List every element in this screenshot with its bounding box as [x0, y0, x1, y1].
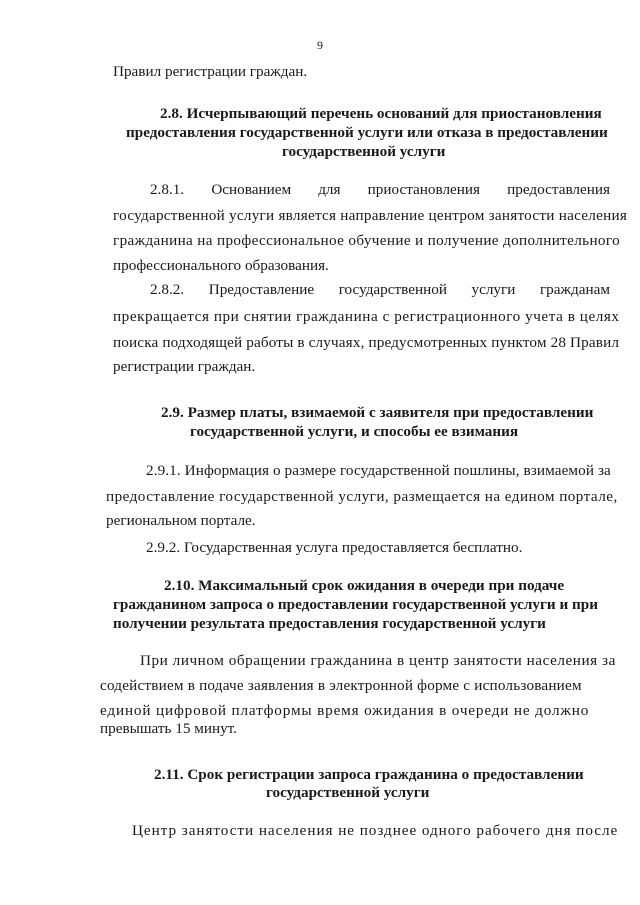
section-2-8-p2-first-line — [150, 281, 610, 299]
section-2-9-heading-line-2: государственной услуги, и способы ее взимания — [190, 423, 519, 440]
section-2-8-heading-line-1: 2.8. Исчерпывающий перечень оснований для приостановления — [160, 105, 602, 122]
section-2-10-heading-line-2: гражданином запроса о предоставлении государственной услуги и при — [113, 596, 598, 613]
word: 2.8.2. — [150, 281, 185, 298]
word: гражданам — [539, 281, 610, 298]
paragraph-line: регистрации граждан. — [113, 358, 256, 375]
paragraph-line: содействием в подаче заявления в электронной форме с использованием — [100, 677, 582, 694]
paragraph-line: прекращается при снятии гражданина с регистрационного учета в целях — [113, 308, 620, 325]
section-2-9-heading-line-1: 2.9. Размер платы, взимаемой с заявителя при предоставлении — [161, 404, 594, 421]
paragraph-line: При личном обращении гражданина в центр занятости населения за — [140, 652, 616, 669]
paragraph-line: гражданина на профессиональное обучение и получение дополнительного — [113, 232, 621, 249]
word: услуги — [471, 281, 516, 298]
paragraph-line: поиска подходящей работы в случаях, предусмотренных пунктом 28 Правил — [113, 334, 620, 351]
intro-tail-line: Правил регистрации граждан. — [113, 63, 308, 80]
section-2-11-heading-line-1: 2.11. Срок регистрации запроса гражданина о предоставлении — [154, 766, 584, 783]
paragraph-line: государственной услуги является направление центром занятости населения — [113, 207, 628, 224]
paragraph-line: предоставление государственной услуги, размещается на едином портале, — [106, 488, 618, 505]
section-2-10-heading-line-3: получении результата предоставления государственной услуги — [113, 615, 546, 632]
page-number: 9 — [317, 38, 323, 52]
section-2-8-heading-line-2: предоставления государственной услуги или отказа в предоставлении — [126, 124, 608, 141]
paragraph-line: 2.9.1. Информация о размере государственной пошлины, взимаемой за — [146, 462, 611, 479]
word: 2.8.1. — [150, 181, 185, 198]
word: предоставления — [507, 181, 610, 198]
section-2-9-p2: 2.9.2. Государственная услуга предоставляется бесплатно. — [146, 539, 523, 556]
section-2-8-p1-first-line — [150, 181, 610, 199]
word: для — [318, 181, 341, 198]
paragraph-line: превышать 15 минут. — [100, 720, 237, 737]
word: Предоставление — [208, 281, 315, 298]
section-2-10-heading-line-1: 2.10. Максимальный срок ожидания в очереди при подаче — [164, 577, 565, 594]
word: Основанием — [211, 181, 292, 198]
paragraph-line: профессионального образования. — [113, 257, 329, 274]
paragraph-line: Центр занятости населения не позднее одного рабочего дня после — [132, 822, 619, 839]
section-2-11-heading-line-2: государственной услуги — [266, 784, 430, 801]
section-2-8-heading-line-3: государственной услуги — [282, 143, 446, 160]
paragraph-line: региональном портале. — [106, 512, 256, 529]
paragraph-line: единой цифровой платформы время ожидания в очереди не должно — [100, 702, 590, 719]
word: государственной — [338, 281, 447, 298]
word: приостановления — [367, 181, 481, 198]
